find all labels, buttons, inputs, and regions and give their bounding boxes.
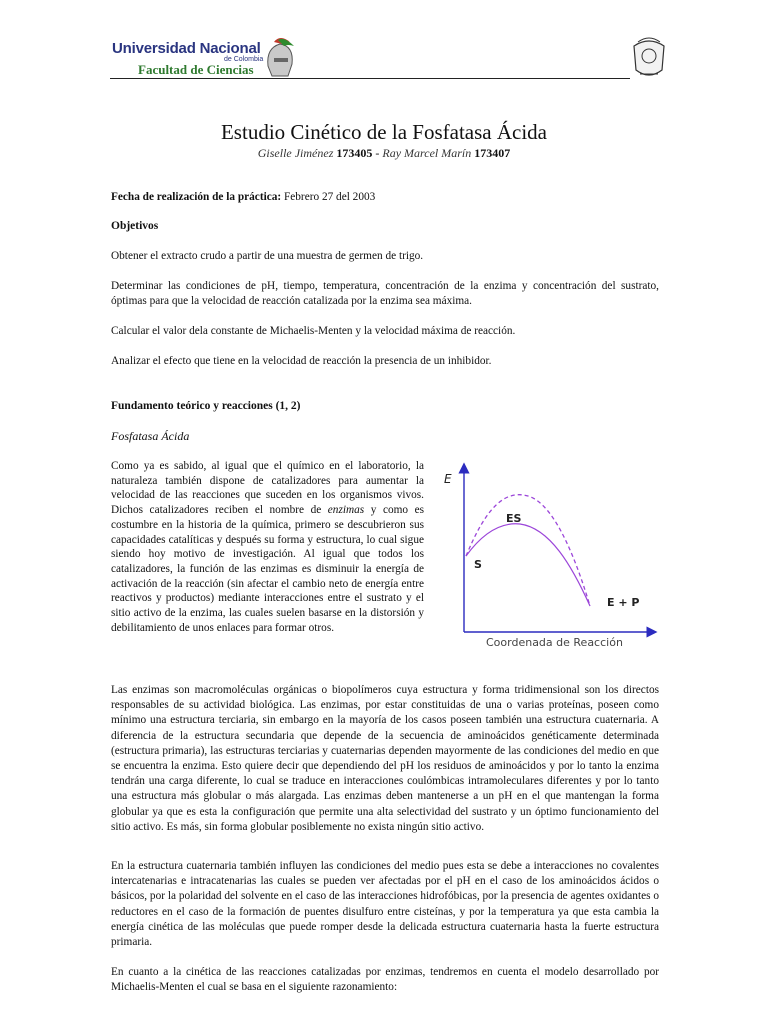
objective-item: Determinar las condiciones de pH, tiempo, temperatura, concentración de la enzima y concentración del sustrato, óptimas para que la velocidad de reacción catalizada por la enzima sea máxima. bbox=[111, 280, 659, 307]
author-2-id: 173407 bbox=[474, 146, 511, 160]
practice-date bbox=[111, 190, 659, 205]
helmet-logo-icon bbox=[260, 36, 300, 80]
catalyzed-curve bbox=[466, 524, 590, 606]
authors-line bbox=[0, 146, 768, 161]
s-label: S bbox=[474, 558, 482, 571]
coat-of-arms-icon bbox=[628, 34, 670, 82]
paragraph-quaternary: En la estructura cuaternaria también influyen las condiciones del medio pues esta se debe a interacciones no covalentes intercatenarias e intracatenarias las cuales se pueden ver afectadas por el pH en el caso de los aminoácidos ácidos o básicos, por la polaridad del solvente en el caso de las interacciones hidrofóbicas, por la presencia de agentes oxidantes o reductores en el caso de la formación de puentes disulfuro entre cisteínas, y por la temperatura ya que esta cambia la energía cinética de las moléculas que puede romper desde la delicada estructura cuaternaria hasta la fuerte estructura primaria. bbox=[111, 860, 659, 949]
header-divider bbox=[110, 78, 630, 79]
intro-text-start: Como ya es sabido, al igual que el químico en el laboratorio, la naturaleza también dispone de catalizadores para aumentar la velocidad de las reacciones que suceden en los organismos vivos. Dichos catalizadores reciben el nombre de bbox=[111, 460, 424, 517]
author-1-name: Giselle Jiménez bbox=[257, 146, 334, 160]
date-value: Febrero 27 del 2003 bbox=[283, 191, 376, 203]
paragraph-kinetics: En cuanto a la cinética de las reacciones catalizadas por enzimas, tendremos en cuenta el modelo desarrollado por Michaelis-Menten el cual se basa en el siguiente razonamiento: bbox=[111, 966, 659, 993]
y-axis-label: E bbox=[444, 472, 452, 486]
document-title: Estudio Cinético de la Fosfatasa Ácida bbox=[220, 120, 547, 144]
intro-text-end: y como es costumbre en la historia de la química, primero se descubrieron sus capacidades catalíticas y después su forma y estructura, lo cual sigue siendo hoy motivo de investigación. Al igual que todos los catalizadores, la función de las enzimas es disminuir la energía de activación de la reacción (sin afectar el cambio neto de energía entre reactivos y productos) mediante interacciones entre el sustrato y el sitio activo de la enzima, las cuales suelen basarse en la distorsión y debilitamiento de unos enlaces para formar otros. bbox=[111, 504, 424, 634]
intro-italic-term: enzimas bbox=[327, 504, 365, 517]
intro-column-paragraph bbox=[111, 459, 424, 635]
author-1-id: 173405 bbox=[336, 146, 373, 160]
author-separator: - bbox=[375, 146, 380, 160]
objective-item: Analizar el efecto que tiene en la velocidad de reacción la presencia de un inhibidor. bbox=[111, 355, 492, 367]
uncatalyzed-curve bbox=[466, 495, 590, 606]
university-header bbox=[110, 34, 670, 84]
fosfatasa-subheading: Fosfatasa Ácida bbox=[111, 429, 190, 443]
paragraph-structure: Las enzimas son macromoléculas orgánicas o biopolímeros cuya estructura y forma tridimensional son los directos responsables de su actividad biológica. Las enzimas, por estar constituidas de una o varias proteínas, poseen como mínimo una estructura terciaria, sin embargo en la mayoría de los casos poseen también una estructura cuaternaria. A diferencia de la estructura secundaria que depende de la secuencia de aminoácidos genéticamente determinada (estructura primaria), las estructuras terciarias y cuaternarias dependen mayormente de las condiciones del medio en que se encuentra la enzima. Esto quiere decir que dependiendo del pH los residuos de aminoácidos y por lo tanto la enzima tendrán una carga diferente, lo cual se traduce en interacciones coulómbicas intramoleculares diferentes y por lo tanto una estructura más globular o más alargada. Las enzimas deben mantenerse a un pH en el que mantengan la forma globular ya que es esta la configuración que permite una alta selectividad del sustrato y un óptimo funcionamiento del sitio activo. Es más, sin forma globular posiblemente no exista ningún sitio activo. bbox=[111, 684, 659, 833]
objectives-heading: Objetivos bbox=[111, 220, 159, 232]
es-label: ES bbox=[506, 512, 522, 525]
author-2-name: Ray Marcel Marín bbox=[382, 146, 472, 160]
university-subtitle: de Colombia bbox=[224, 56, 264, 63]
objective-item: Calcular el valor dela constante de Michaelis-Menten y la velocidad máxima de reacción. bbox=[111, 325, 516, 337]
date-label: Fecha de realización de la práctica: bbox=[111, 191, 282, 203]
fundamento-heading: Fundamento teórico y reacciones (1, 2) bbox=[111, 400, 301, 412]
objective-item: Obtener el extracto crudo a partir de una muestra de germen de trigo. bbox=[111, 250, 424, 262]
energy-diagram bbox=[438, 462, 660, 652]
faculty-name: Facultad de Ciencias bbox=[138, 62, 254, 77]
ep-label: E + P bbox=[607, 596, 640, 609]
university-name: Universidad Nacional bbox=[112, 40, 261, 57]
x-axis-label: Coordenada de Reacción bbox=[486, 636, 623, 649]
